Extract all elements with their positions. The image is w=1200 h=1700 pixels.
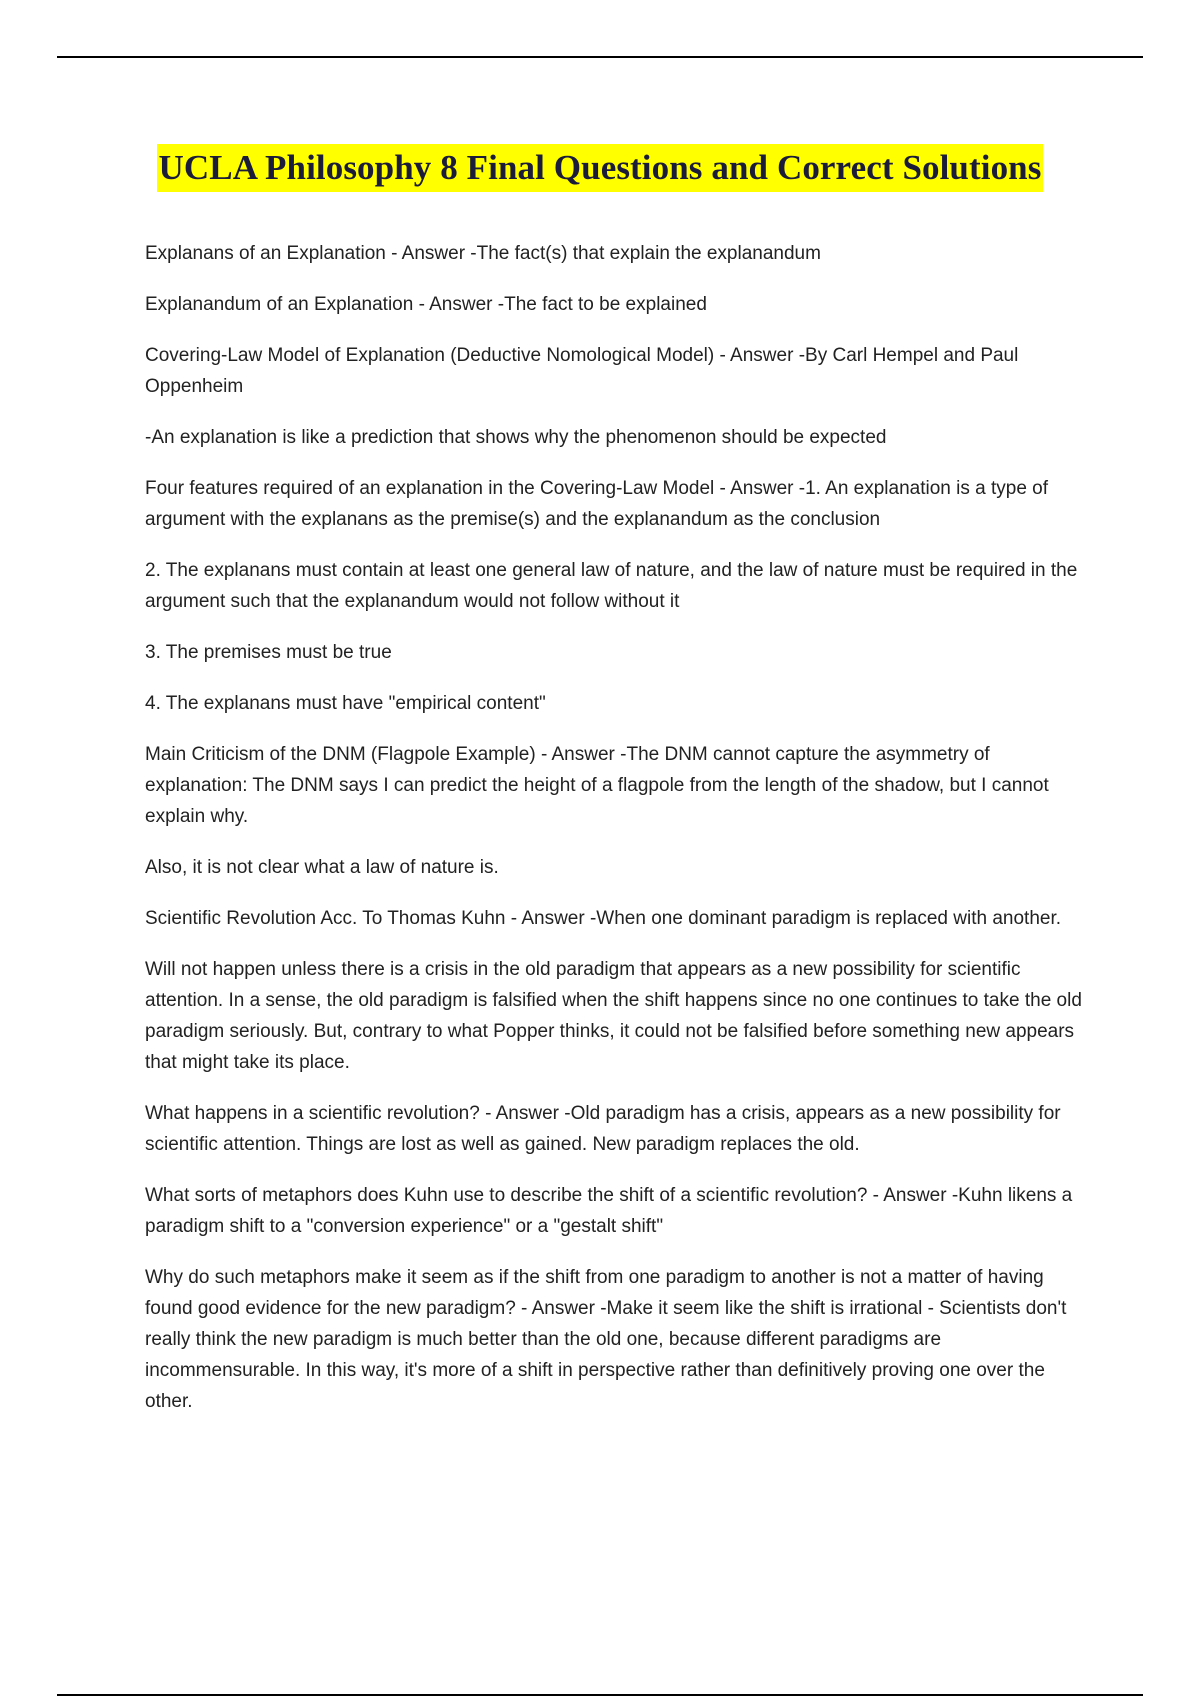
- document-body: [145, 238, 1095, 1437]
- paragraph-prediction: -An explanation is like a prediction that shows why the phenomenon should be expected: [145, 427, 887, 448]
- paragraph-feature-4: 4. The explanans must have "empirical content": [145, 693, 546, 714]
- paragraph-dnm-criticism: Main Criticism of the DNM (Flagpole Example) - Answer -The DNM cannot capture the asymmetry of explanation: The DNM says I can predict the height of a flagpole from the length of the shadow, but I cannot explain why.: [145, 744, 1049, 827]
- paragraph-metaphors: What sorts of metaphors does Kuhn use to describe the shift of a scientific revolution? - Answer -Kuhn likens a paradigm shift to a "conversion experience" or a "gestalt shift": [145, 1185, 1073, 1237]
- bottom-rule: [57, 1694, 1143, 1696]
- paragraph-law-of-nature: Also, it is not clear what a law of nature is.: [145, 857, 499, 878]
- top-rule: [57, 56, 1143, 58]
- paragraph-explanandum: Explanandum of an Explanation - Answer -The fact to be explained: [145, 294, 707, 315]
- paragraph-crisis: Will not happen unless there is a crisis in the old paradigm that appears as a new possibility for scientific attention. In a sense, the old paradigm is falsified when the shift happens since no one continues to take the old paradigm seriously. But, contrary to what Popper thinks, it could not be falsified before something new appears that might take its place.: [145, 959, 1082, 1073]
- document-title: UCLA Philosophy 8 Final Questions and Correct Solutions: [157, 144, 1044, 192]
- title-container: [0, 144, 1200, 192]
- paragraph-covering-law: Covering-Law Model of Explanation (Deductive Nomological Model) - Answer -By Carl Hempel and Paul Oppenheim: [145, 345, 1019, 397]
- paragraph-four-features: Four features required of an explanation in the Covering-Law Model - Answer -1. An explanation is a type of argument with the explanans as the premise(s) and the explanandum as the conclusion: [145, 478, 1049, 530]
- paragraph-feature-3: 3. The premises must be true: [145, 642, 392, 663]
- paragraph-kuhn-revolution: Scientific Revolution Acc. To Thomas Kuhn - Answer -When one dominant paradigm is replaced with another.: [145, 908, 1062, 929]
- paragraph-what-happens: What happens in a scientific revolution? - Answer -Old paradigm has a crisis, appears as a new possibility for scientific attention. Things are lost as well as gained. New paradigm replaces the old.: [145, 1103, 1061, 1155]
- paragraph-explanans: Explanans of an Explanation - Answer -The fact(s) that explain the explanandum: [145, 243, 821, 264]
- paragraph-irrational-shift: Why do such metaphors make it seem as if the shift from one paradigm to another is not a matter of having found good evidence for the new paradigm? - Answer -Make it seem like the shift is irrational - Scientists don't really think the new paradigm is much better than the old one, because different paradigms are incommensurable. In this way, it's more of a shift in perspective rather than definitively proving one over the other.: [145, 1267, 1067, 1412]
- paragraph-feature-2: 2. The explanans must contain at least one general law of nature, and the law of nature must be required in the argument such that the explanandum would not follow without it: [145, 560, 1078, 612]
